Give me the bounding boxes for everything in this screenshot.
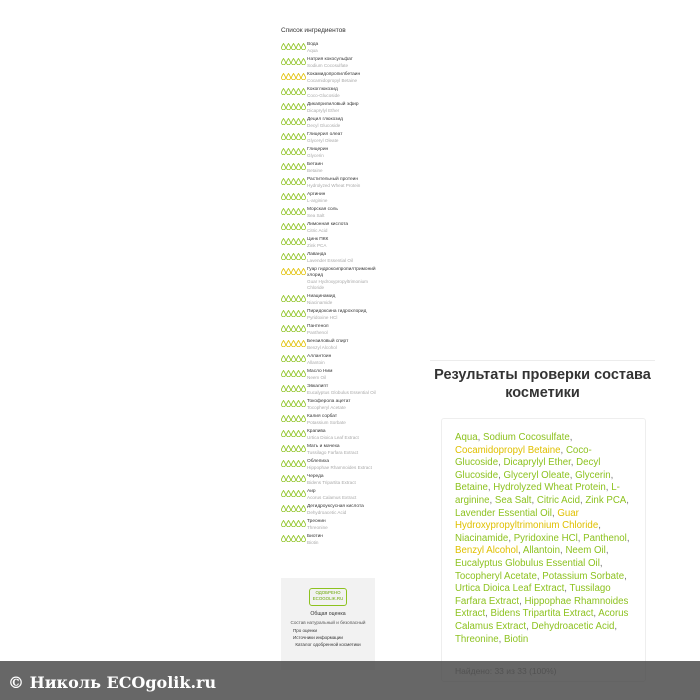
result-ingredient[interactable]: Bidens Tripartita Extract xyxy=(490,608,594,620)
ingredient-row[interactable] xyxy=(281,177,377,189)
drop-icon xyxy=(301,208,306,215)
rating-drops xyxy=(281,268,307,275)
ingredient-name-inci: Tussilago Farfara Extract xyxy=(307,450,359,455)
result-ingredient[interactable]: Zink PCA xyxy=(585,494,627,506)
rating-drops xyxy=(281,238,307,245)
drop-icon xyxy=(301,253,306,260)
rating-drops xyxy=(281,88,307,95)
drop-icon xyxy=(301,223,306,230)
ingredient-name-inci: Threonine xyxy=(307,525,328,530)
separator: , xyxy=(477,432,484,443)
composition-verdict: Состав натуральный и безопасный xyxy=(290,620,366,625)
result-ingredient[interactable]: Niacinamide xyxy=(455,532,509,544)
approved-stamp xyxy=(309,588,347,606)
ingredient-row[interactable] xyxy=(281,147,377,159)
separator: , xyxy=(598,520,601,532)
ingredient-name-ru: Череда xyxy=(307,474,324,479)
ingredient-row[interactable] xyxy=(281,132,377,144)
ingredient-row[interactable] xyxy=(281,252,377,264)
rating-drops xyxy=(281,178,307,185)
ingredient-name-inci: Eucalyptus Globulus Essential Oil xyxy=(307,390,376,395)
ingredient-text xyxy=(307,267,377,291)
ingredient-name-ru: Гуар гидроксипропилтримоний хлорид xyxy=(307,267,376,278)
ingredient-text xyxy=(307,444,377,456)
result-ingredient[interactable]: Dicaprylyl Ether xyxy=(503,457,571,469)
ingredient-row[interactable] xyxy=(281,192,377,204)
ingredient-name-ru: Пиридоксина гидрохлорид xyxy=(307,309,367,314)
rating-drops xyxy=(281,400,307,407)
ingredient-text xyxy=(307,339,377,351)
ingredient-text xyxy=(307,87,377,99)
ingredient-row[interactable] xyxy=(281,414,377,426)
separator: , xyxy=(605,545,609,557)
rating-drops xyxy=(281,430,307,437)
ingredient-name-ru: Калия сорбат xyxy=(307,414,338,419)
ingredient-name-ru: Дикаприлиловый эфир xyxy=(307,102,359,107)
drop-icon xyxy=(301,88,306,95)
drop-icon xyxy=(301,73,306,80)
ingredient-name-ru: Глицерин xyxy=(307,147,329,152)
ingredient-text xyxy=(307,504,377,516)
ingredient-text xyxy=(307,162,377,174)
ingredient-name-ru: Биотин xyxy=(307,534,323,539)
ingredient-name-inci: Decyl Glucoside xyxy=(307,123,341,128)
ingredient-text xyxy=(307,252,377,264)
ingredient-row[interactable] xyxy=(281,339,377,351)
separator: , xyxy=(579,494,586,506)
ingredient-row[interactable] xyxy=(281,354,377,366)
rating-drops xyxy=(281,310,307,317)
ingredient-name-inci: Bidens Tripartita Extract xyxy=(307,480,356,485)
rating-drops xyxy=(281,163,307,170)
ingredient-text xyxy=(307,222,377,234)
drop-icon xyxy=(301,43,306,50)
link-approved-catalog[interactable]: Каталог одобренной косметики xyxy=(295,642,361,647)
result-ingredient[interactable]: Tocopheryl Acetate xyxy=(455,570,537,582)
rating-drops xyxy=(281,103,307,110)
ingredient-text xyxy=(307,399,377,411)
separator: , xyxy=(508,532,514,544)
ingredient-name-ru: Ниацинамид xyxy=(307,294,336,299)
link-about-ratings[interactable]: Про оценки xyxy=(293,628,317,633)
ingredient-row[interactable] xyxy=(281,504,377,516)
link-info-sources[interactable]: Источники информации xyxy=(293,635,343,640)
rating-drops xyxy=(281,43,307,50)
ingredient-text xyxy=(307,534,377,546)
rating-drops xyxy=(281,415,307,422)
ingredient-name-inci: Benzyl Alcohol xyxy=(307,345,337,350)
separator: , xyxy=(487,482,494,494)
ingredient-name-ru: Кокамидопропилбетаин xyxy=(307,72,361,77)
drop-icon xyxy=(301,163,306,170)
drop-icon xyxy=(301,103,306,110)
ingredient-name-inci: Biotin xyxy=(307,540,319,545)
drop-icon xyxy=(301,400,306,407)
ingredient-name-ru: Децил глюкозид xyxy=(307,117,343,122)
ingredient-text xyxy=(307,354,377,366)
stamp-line-1: ОДОБРЕНО xyxy=(315,590,341,595)
rating-drops xyxy=(281,223,307,230)
ingredient-name-inci: Acorus Calamus Extract xyxy=(307,495,357,500)
ingredient-row[interactable] xyxy=(281,429,377,441)
separator: , xyxy=(624,570,627,582)
overall-rating-label: Общая оценка xyxy=(310,611,346,617)
rating-drops xyxy=(281,490,307,497)
drop-icon xyxy=(301,178,306,185)
result-ingredient[interactable]: Allantoin xyxy=(522,545,561,557)
drop-icon xyxy=(301,385,306,392)
ingredient-name-ru: Натрия кокосульфат xyxy=(307,57,353,62)
separator: , xyxy=(560,444,566,456)
ingredient-name-ru: Эвкалипт xyxy=(307,384,329,389)
separator: , xyxy=(569,432,573,443)
ingredient-text xyxy=(307,237,377,249)
ingredient-name-inci: Coco-Glucoside xyxy=(307,93,340,98)
separator: , xyxy=(531,494,537,506)
result-ingredient[interactable]: Eucalyptus Globulus Essential Oil xyxy=(455,557,600,569)
ingredient-name-inci: Urtica Dioica Leaf Extract xyxy=(307,435,359,440)
ingredient-row[interactable] xyxy=(281,102,377,114)
ingredient-name-inci: Allantoin xyxy=(307,360,325,365)
ingredient-name-inci: Sea Salt xyxy=(307,213,325,218)
drop-icon xyxy=(301,238,306,245)
result-ingredient[interactable]: Hydrolyzed Wheat Protein xyxy=(493,482,606,494)
ingredient-name-ru: Аргинин xyxy=(307,192,326,197)
ingredient-name-inci: Panthenol xyxy=(307,330,328,335)
ingredient-text xyxy=(307,429,377,441)
ingredient-name-inci: Zink PCA xyxy=(307,243,327,248)
drop-icon xyxy=(301,148,306,155)
ingredient-text xyxy=(307,489,377,501)
result-ingredient[interactable]: Pyridoxine HCl xyxy=(513,532,578,544)
ingredient-name-ru: Крапива xyxy=(307,429,326,434)
separator: , xyxy=(551,507,558,519)
ingredient-name-ru: Кокоглюкозид xyxy=(307,87,338,92)
ingredient-row[interactable] xyxy=(281,309,377,321)
result-ingredient[interactable]: Biotin xyxy=(504,633,529,645)
drop-icon xyxy=(301,535,306,542)
ingredient-text xyxy=(307,102,377,114)
results-ingredient-text xyxy=(455,432,635,646)
result-ingredient[interactable]: Hippophae Rhamnoides Extract xyxy=(455,595,629,620)
ingredient-name-ru: Пантенол xyxy=(307,324,329,329)
ingredient-name-inci: Lavender Essential Oil xyxy=(307,258,353,263)
ingredient-name-ru: Цинк ПКК xyxy=(307,237,329,242)
ingredient-name-inci: Dicaprylyl Ether xyxy=(307,108,340,113)
ingredient-name-ru: Глицерил олеат xyxy=(307,132,343,137)
separator: , xyxy=(577,532,584,544)
separator: , xyxy=(489,494,495,506)
ingredient-name-inci: L-arginine xyxy=(307,198,328,203)
rating-drops xyxy=(281,370,307,377)
ingredient-text xyxy=(307,294,377,306)
ingredient-name-inci: Dehydroacetic Acid xyxy=(307,510,347,515)
result-ingredient[interactable]: Potassium Sorbate xyxy=(542,570,625,582)
result-ingredient[interactable]: Glycerin xyxy=(575,469,611,481)
rating-drops xyxy=(281,460,307,467)
ingredient-text xyxy=(307,117,377,129)
ingredient-name-inci: Pyridoxine HCl xyxy=(307,315,338,320)
ingredient-row[interactable] xyxy=(281,399,377,411)
ingredient-name-inci: Hydrolyzed Wheat Protein xyxy=(307,183,361,188)
ingredient-row[interactable] xyxy=(281,294,377,306)
result-ingredient[interactable]: Betaine xyxy=(455,482,488,494)
ingredient-name-ru: Токоферола ацетат xyxy=(307,399,351,404)
ingredient-name-ru: Бетаин xyxy=(307,162,323,167)
ingredient-row[interactable] xyxy=(281,162,377,174)
ingredient-name-inci: Citric Acid xyxy=(307,228,328,233)
separator: , xyxy=(626,494,629,506)
separator: , xyxy=(626,532,630,544)
ingredient-name-inci: Niacinamide xyxy=(307,300,333,305)
drop-icon xyxy=(301,310,306,317)
result-ingredient[interactable]: L-arginine xyxy=(455,482,620,506)
result-ingredient[interactable]: Dehydroacetic Acid xyxy=(531,620,615,632)
stamp-line-2: ECOGOLIK.RU xyxy=(312,596,344,601)
ingredient-row[interactable] xyxy=(281,237,377,249)
result-ingredient[interactable]: Lavender Essential Oil xyxy=(455,507,552,519)
ingredient-text xyxy=(307,132,377,144)
ingredient-text xyxy=(307,324,377,336)
drop-icon xyxy=(301,475,306,482)
result-ingredient[interactable]: Urtica Dioica Leaf Extract xyxy=(455,583,565,595)
result-ingredient[interactable]: Aqua xyxy=(455,432,478,443)
separator: , xyxy=(485,608,491,620)
ingredient-name-ru: Мать и мачеха xyxy=(307,444,340,449)
ingredient-text xyxy=(307,72,377,84)
ingredient-text xyxy=(307,459,377,471)
ingredient-row[interactable] xyxy=(281,444,377,456)
rating-drops xyxy=(281,520,307,527)
separator: , xyxy=(599,557,603,569)
drop-icon xyxy=(301,268,306,275)
ingredient-text xyxy=(307,369,377,381)
ingredient-name-ru: Облепиха xyxy=(307,459,330,464)
ingredient-text xyxy=(307,57,377,69)
ingredient-text xyxy=(307,519,377,531)
ingredient-row[interactable] xyxy=(281,534,377,546)
ingredient-name-inci: Glycerin xyxy=(307,153,324,158)
results-title: Результаты проверки состава косметики xyxy=(434,367,651,401)
rating-drops xyxy=(281,505,307,512)
rating-drops xyxy=(281,253,307,260)
separator: , xyxy=(569,469,576,481)
separator: , xyxy=(614,620,618,632)
drop-icon xyxy=(301,415,306,422)
ingredient-text xyxy=(307,414,377,426)
drop-icon xyxy=(301,193,306,200)
ingredient-text xyxy=(307,192,377,204)
ingredient-row[interactable] xyxy=(281,489,377,501)
ingredient-row[interactable] xyxy=(281,117,377,129)
rating-drops xyxy=(281,208,307,215)
ingredient-name-inci: Hippophae Rhamnoides Extract xyxy=(307,465,372,470)
rating-drops xyxy=(281,325,307,332)
result-ingredient[interactable]: Panthenol xyxy=(583,532,627,544)
result-ingredient[interactable]: Sea Salt xyxy=(494,494,532,506)
rating-drops xyxy=(281,535,307,542)
drop-icon xyxy=(301,520,306,527)
drop-icon xyxy=(301,370,306,377)
drop-icon xyxy=(301,460,306,467)
ingredients-title: Список ингредиентов xyxy=(281,27,346,34)
rating-drops xyxy=(281,475,307,482)
drop-icon xyxy=(301,340,306,347)
separator: , xyxy=(564,583,570,595)
result-ingredient[interactable]: Guar Hydroxypropyltrimonium Chloride xyxy=(455,507,599,532)
ingredient-name-ru: Вода xyxy=(307,42,319,47)
result-ingredient[interactable]: Coco-Glucoside xyxy=(455,444,592,469)
separator: , xyxy=(605,482,612,494)
ingredient-row[interactable] xyxy=(281,519,377,531)
ingredient-name-ru: Аир xyxy=(307,489,316,494)
ingredient-name-ru: Лаванда xyxy=(307,252,327,257)
ingredient-name-inci: Tocopheryl Acetate xyxy=(307,405,346,410)
ingredient-text xyxy=(307,42,377,54)
ingredient-name-ru: Бензиловый спирт xyxy=(307,339,349,344)
ingredient-name-ru: Треонин xyxy=(307,519,326,524)
rating-drops xyxy=(281,445,307,452)
ingredient-text xyxy=(307,147,377,159)
ingredient-row[interactable] xyxy=(281,87,377,99)
result-ingredient[interactable]: Decyl Glucoside xyxy=(455,457,601,481)
ingredient-text xyxy=(307,177,377,189)
watermark-text: © Николь ECOgolik.ru xyxy=(8,673,217,692)
separator: , xyxy=(570,457,577,469)
result-ingredient[interactable]: Tussilago Farfara Extract xyxy=(455,583,611,607)
rating-drops xyxy=(281,295,307,302)
separator: , xyxy=(498,633,505,645)
ingredient-row[interactable] xyxy=(281,474,377,486)
ingredient-row[interactable] xyxy=(281,207,377,219)
rating-drops xyxy=(281,58,307,65)
result-ingredient[interactable]: Citric Acid xyxy=(536,494,580,506)
ingredient-name-inci: Sodium Cocosulfate xyxy=(307,63,349,68)
ingredient-name-inci: Betaine xyxy=(307,168,323,173)
ingredient-name-inci: Guar Hydroxypropyltrimonium Chloride xyxy=(307,279,369,290)
rating-drops xyxy=(281,340,307,347)
rating-drops xyxy=(281,133,307,140)
ingredient-name-inci: Cocamidopropyl Betaine xyxy=(307,78,358,83)
result-ingredient[interactable]: Threonine xyxy=(455,633,499,645)
ingredient-name-ru: Дегидроуксусная кислота xyxy=(307,504,364,509)
approved-box xyxy=(281,578,375,670)
rating-drops xyxy=(281,73,307,80)
ingredient-name-ru: Лимонная кислота xyxy=(307,222,349,227)
result-ingredient[interactable]: Acorus Calamus Extract xyxy=(455,608,629,632)
result-ingredient[interactable]: Glyceryl Oleate xyxy=(503,469,570,481)
rating-drops xyxy=(281,193,307,200)
drop-icon xyxy=(301,133,306,140)
ingredient-row[interactable] xyxy=(281,267,377,291)
drop-icon xyxy=(301,490,306,497)
ingredients-panel xyxy=(281,27,377,549)
ingredients-list xyxy=(281,42,377,546)
separator: , xyxy=(498,469,504,481)
drop-icon xyxy=(301,355,306,362)
separator: , xyxy=(560,545,566,557)
ingredient-text xyxy=(307,384,377,396)
ingredient-name-inci: Aqua xyxy=(307,48,318,53)
separator: , xyxy=(498,457,504,469)
rating-drops xyxy=(281,148,307,155)
ingredient-name-ru: Растительный протеин xyxy=(307,177,359,182)
rating-drops xyxy=(281,385,307,392)
ingredient-row[interactable] xyxy=(281,222,377,234)
result-ingredient[interactable]: Benzyl Alcohol xyxy=(455,545,519,557)
ingredient-name-ru: Аллантоин xyxy=(307,354,332,359)
results-divider xyxy=(430,360,655,361)
ingredient-row[interactable] xyxy=(281,384,377,396)
drop-icon xyxy=(301,505,306,512)
drop-icon xyxy=(301,295,306,302)
separator: , xyxy=(536,570,543,582)
drop-icon xyxy=(301,430,306,437)
separator: , xyxy=(593,608,599,620)
ingredient-row[interactable] xyxy=(281,324,377,336)
drop-icon xyxy=(301,58,306,65)
separator: , xyxy=(519,595,525,607)
ingredient-name-inci: Neem Oil xyxy=(307,375,327,380)
ingredient-row[interactable] xyxy=(281,57,377,69)
ingredient-text xyxy=(307,474,377,486)
ingredient-row[interactable] xyxy=(281,459,377,471)
ingredient-name-inci: Glyceryl Oleate xyxy=(307,138,339,143)
ingredient-text xyxy=(307,309,377,321)
drop-icon xyxy=(301,118,306,125)
drop-icon xyxy=(301,445,306,452)
drop-icon xyxy=(301,325,306,332)
ingredient-name-ru: Морская соль xyxy=(307,207,338,212)
ingredient-name-inci: Potassium Sorbate xyxy=(307,420,346,425)
ingredient-row[interactable] xyxy=(281,369,377,381)
ingredient-row[interactable] xyxy=(281,72,377,84)
ingredient-text xyxy=(307,207,377,219)
result-ingredient[interactable]: Sodium Cocosulfate xyxy=(483,432,570,443)
separator: , xyxy=(610,469,614,481)
result-ingredient[interactable]: Cocamidopropyl Betaine xyxy=(455,444,561,456)
ingredient-row[interactable] xyxy=(281,42,377,54)
rating-drops xyxy=(281,118,307,125)
ingredient-name-ru: Масло Ним xyxy=(307,369,333,374)
separator: , xyxy=(518,545,523,557)
result-ingredient[interactable]: Neem Oil xyxy=(565,545,606,557)
separator: , xyxy=(526,620,532,632)
rating-drops xyxy=(281,355,307,362)
